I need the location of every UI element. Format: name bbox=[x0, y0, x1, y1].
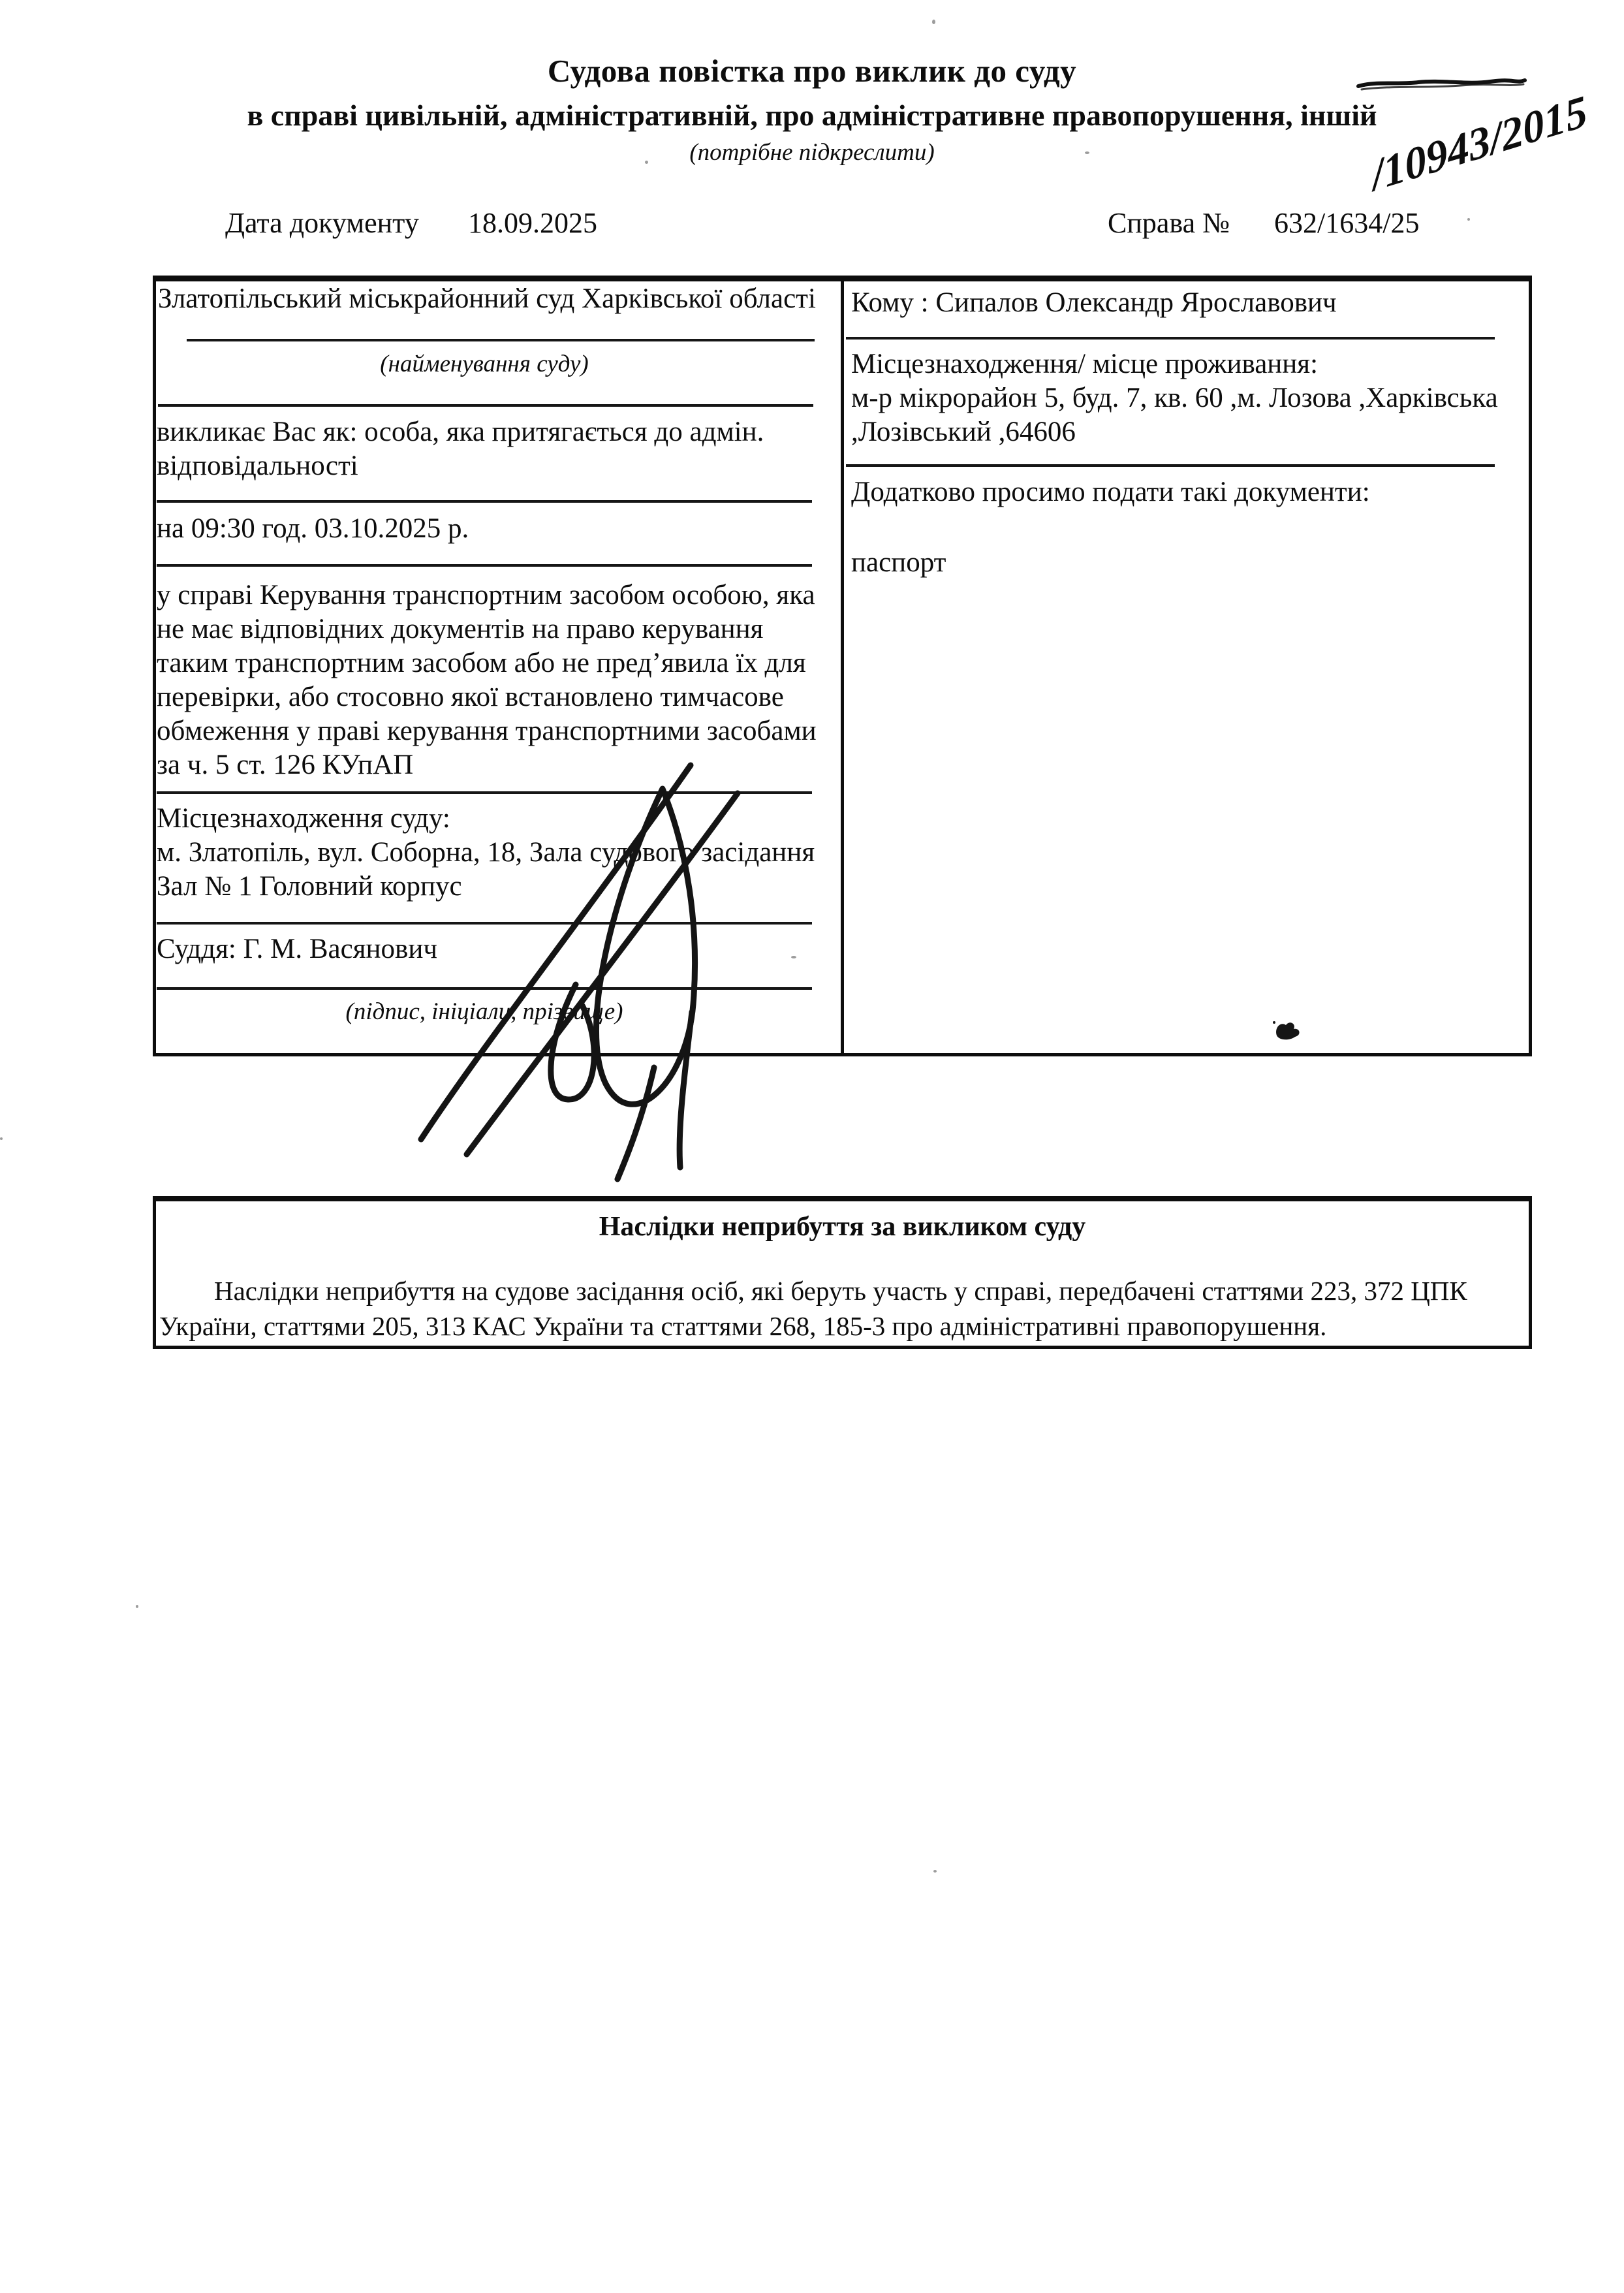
court-name-caption: (найменування суду) bbox=[380, 351, 589, 377]
required-documents-label: Додатково просимо подати такі документи: bbox=[851, 477, 1370, 507]
scan-speck bbox=[791, 956, 796, 958]
underline bbox=[846, 464, 1495, 467]
court-location-value: м. Златопіль, вул. Соборна, 18, Зала судового засідання Зал № 1 Головний корпус bbox=[157, 837, 815, 902]
recipient-address-value: м-р мікрорайон 5, буд. 7, кв. 60 ,м. Лозова ,Харківська ,Лозівський ,64606 bbox=[851, 383, 1498, 447]
strikethrough-mark bbox=[1356, 74, 1527, 94]
ink-blot bbox=[1268, 1016, 1307, 1045]
scan-speck bbox=[932, 20, 935, 24]
summoned-as-text: викликає Вас як: особа, яка притягається до адмін. відповідальності bbox=[157, 417, 764, 481]
document-title: Судова повістка про виклик до суду bbox=[547, 53, 1077, 89]
recipient-address-label: Місцезнаходження/ місце проживання: bbox=[851, 349, 1319, 379]
document-subtitle: в справі цивільній, адміністративній, про адміністративне правопорушення, іншій bbox=[247, 99, 1377, 132]
table-column-divider bbox=[841, 276, 844, 1053]
underline bbox=[157, 500, 812, 503]
signature-scribble bbox=[385, 731, 809, 1188]
case-number-label: Справа № bbox=[1108, 207, 1230, 239]
court-location-label: Місцезнаходження суду: bbox=[157, 803, 450, 834]
recipient-name: Кому : Сипалов Олександр Ярославович bbox=[851, 287, 1337, 318]
signature-caption: (підпис, ініціали, прізвище) bbox=[345, 998, 623, 1025]
document-date-value: 18.09.2025 bbox=[468, 207, 597, 239]
hearing-datetime: на 09:30 год. 03.10.2025 р. bbox=[157, 513, 469, 544]
scan-speck bbox=[0, 1137, 3, 1140]
underline bbox=[158, 404, 813, 407]
consequences-body: Наслідки неприбуття на судове засідання осіб, які беруть участь у справі, передбачені статтями 223, 372 ЦПК України, статтями 205, 313 КАС України та статтями 268, 185-3 про адміністративні правопорушення. bbox=[159, 1276, 1467, 1341]
underline bbox=[187, 339, 815, 341]
case-subject: у справі Керування транспортним засобом особою, яка не має відповідних документів на право керування таким транспортним засобом або не пред’явила їх для перевірки, або стосовно якої встановлено тимчасове обмеження у праві керування транспортними засобами за ч. 5 ст. 126 КУпАП bbox=[157, 580, 817, 780]
scan-speck bbox=[933, 1870, 937, 1873]
document-date-label: Дата документу bbox=[225, 207, 419, 239]
underline bbox=[846, 337, 1495, 340]
underline-note: (потрібне підкреслити) bbox=[689, 139, 935, 166]
case-number-value: 632/1634/25 bbox=[1274, 207, 1420, 239]
scan-speck bbox=[1467, 218, 1470, 221]
court-name: Златопільський міськрайонний суд Харківської області bbox=[158, 283, 816, 314]
handwritten-case-number: /10943/2015 bbox=[1367, 85, 1591, 201]
consequences-heading: Наслідки неприбуття за викликом суду bbox=[599, 1212, 1086, 1242]
scan-speck bbox=[136, 1605, 138, 1608]
judge-name: Суддя: Г. М. Васянович bbox=[157, 934, 437, 964]
required-documents-value: паспорт bbox=[851, 547, 946, 578]
scan-speck bbox=[645, 161, 648, 164]
scan-speck bbox=[1085, 151, 1089, 154]
underline bbox=[157, 564, 812, 567]
